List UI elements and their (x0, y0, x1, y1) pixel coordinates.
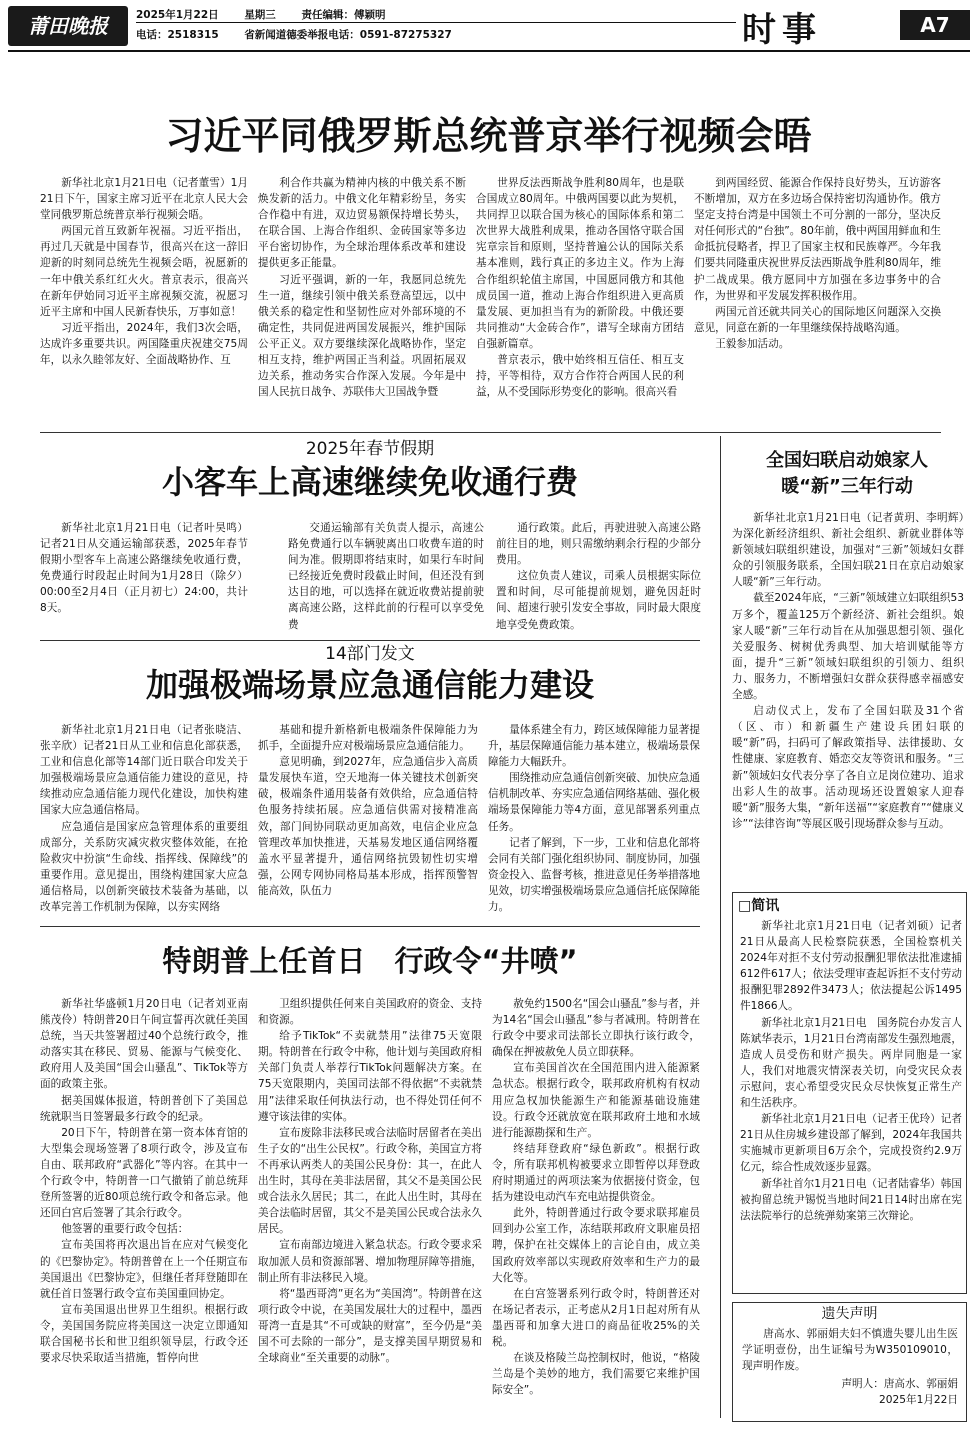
divider (40, 640, 700, 641)
paragraph: 启动仪式上，发布了全国妇联及31个省（区、市）和新疆生产建设兵团妇联的暖“新”码，扫码可了解政策指导、法律援助、女性健康、家庭教育、婚恋交友等资讯和服务。“三新”领域妇女代表分享了各自立足岗位建功、追求出彩人生的故事。活动现场还设置娘家人迎春暖“新”服务大集，“新年送福”“家庭教育”“健康义诊”“法律咨询”等展区吸引现场群众参与互动。 (732, 705, 964, 830)
article1-col2 (258, 175, 466, 427)
page-number: A7 (900, 10, 970, 40)
masthead-weekday: 星期三 (244, 9, 276, 21)
paragraph: 赦免约1500名“国会山骚乱”参与者，并为14名“国会山骚乱”参与者减刑。特朗普在行政令中要求司法部长立即执行该行政令，确保在押被赦免人员立即获释。 (492, 998, 700, 1059)
paragraph: 20日下午，特朗普在第一资本体育馆的大型集会现场签署了8项行政令，涉及宣布自由、联邦政府“武器化”等内容。在其中一个行政令中，特朗普一口气撤销了前总统拜登所签署的近80项总统行政令和备忘录。他还回白宫后签署了其余行政令。 (40, 1126, 248, 1220)
notice-title: 遗失声明 (821, 1306, 878, 1322)
paragraph: 普京表示，俄中始终相互信任、相互支持，平等相待，双方合作符合两国人民的利益，从不受国际形势变化的影响。很高兴看 (476, 354, 684, 399)
paragraph: 习近平强调，新的一年，我愿同总统先生一道，继续引领中俄关系登高望远，以中俄关系的稳定性和坚韧性应对外部环境的不确定性，共同促进两国发展振兴，维护国际公平正义。双方要继续深化战略协作，坚定相互支持，维护两国正当利益。巩固拓展双边关系，推动务实合作深入发展。今年是中国人民抗日战争、苏联伟大卫国战争暨 (258, 273, 466, 399)
article4-col1 (40, 996, 259, 1416)
notice-body (742, 1326, 958, 1374)
paragraph: 宣布废除非法移民或合法临时居留者在美出生子女的“出生公民权”。行政令称，美国宣方将不再承认两类人的美国公民身份：其一，在此人出生时，其母在美非法居留，其父不是美国公民或合法永久居民；其二，在此人出生时，其母在美合法临时居留，其父不是美国公民或合法永久居民。 (258, 1126, 482, 1236)
article2-headline: 小客车上高速继续免收通行费 (161, 463, 578, 501)
article2-col2 (288, 520, 484, 635)
paragraph: 围绕推动应急通信创新突破、加快应急通信机制改革、夯实应急通信网络基础、强化极端场景保障能力等4方面，意见部署系列重点任务。 (488, 772, 700, 833)
paragraph: 新华社北京1月21日电（记者刘硕）记者21日从最高人民检察院获悉，全国检察机关2024年对拒不支付劳动报酬犯罪依法批准逮捕612件617人；依法受理审查起诉拒不支付劳动报酬犯罪2892件3473人；依法提起公诉1495件1866人。 (740, 920, 962, 1013)
newspaper-logo: 莆田晚报 (8, 6, 128, 46)
paragraph: 通行政策。此后，再驶进驶入高速公路前往目的地，则只需缴纳剩余行程的少部分费用。 (496, 522, 701, 567)
paragraph: 王毅参加活动。 (715, 337, 790, 350)
paragraph: 到两国经贸、能源合作保持良好势头，互访游客不断增加，双方在多边场合保持密切沟通协作。俄方坚定支持台湾是中国领土不可分割的一部分，坚决反对任何形式的“台独”。80年前，俄中两国用鲜血和生命抵抗侵略者，捍卫了国家主权和民族尊严。今年我们要共同隆重庆祝世界反法西斯战争胜利80周年，维护二战成果。俄方愿同中方加强在多边事务中的合作，为世界和平发展发挥积极作用。 (694, 177, 941, 302)
paragraph: 给予TikTok“不卖就禁用”法律75天宽限期。特朗普在行政令中称，他计划与美国政府相关部门负责人举荐行TikTok问题解决方案。在75天宽限期内，美国司法部不得依据“不卖就禁用”法律采取任何执法行动，也不得处罚任何不遵守该法律的实体。 (258, 1030, 482, 1123)
article1-col1 (40, 175, 248, 427)
paragraph: 截至2024年底，“三新”领域建立妇联组织53万多个，覆盖125万个新经济、新社会组织。娘家人暖“新”三年行动旨在从加强思想引领、强化关爱服务、树树优秀典型、加大培训赋能等方面，提升“三新”领域妇联组织的引领力、组织力、服务力，不断增强妇女群众获得感幸福感安全感。 (732, 592, 964, 702)
paragraph: 此外，特朗普通过行政令要求联邦雇员回到办公室工作，冻结联邦政府文职雇员招聘，保护在社交媒体上的言论自由，成立美国政府效率部以实现政府效率和生产力的最大化等。 (492, 1207, 700, 1284)
notice-signer: 声明人：唐高水、郭丽娟 (841, 1378, 958, 1390)
paragraph: 新华社北京1月21日电（记者叶昊鸣）记者21日从交通运输部获悉，2025年春节假期小型客车上高速公路继续免收通行费，免费通行时段起止时间为1月28日（除夕）00:00至2月4日（正月初七）24:00，共计8天。 (40, 522, 248, 615)
paragraph: 新华社北京1月21日电（记者黄玥、李明辉）为深化新经济组织、新社会组织、新就业群体等新领域妇联组织建设，加强对“三新”领域妇女群众的引领服务联系，全国妇联21日在京启动娘家人暖“新”三年行动。 (732, 512, 964, 589)
paragraph: 量体系建全有力，跨区域保障能力显著提升，基层保障通信能力基本建立，极端场景保障能力大幅跃升。 (488, 724, 700, 769)
paragraph: 两国元首互致新年祝福。习近平指出，再过几天就是中国春节，很高兴在这一辞旧迎新的时刻同总统先生视频会晤，祝愿新的一年中俄关系红红火火。普京表示，很高兴在新年伊始同习近平主席视频交流，祝愿习近平主席和中国人民新春快乐，万事如意！ (40, 225, 248, 318)
sidebar-body (732, 510, 964, 890)
masthead-date: 2025年1月22日 (136, 9, 219, 21)
article3-headline: 加强极端场景应急通信能力建设 (145, 666, 594, 704)
paragraph: 新华社北京1月21日电 国务院台办发言人陈斌华表示，1月21日台湾南部发生强烈地震，造成人员受伤和财产损失。两岸同胞是一家人，我们对地震灾情深表关切，向受灾民众表示慰问，衷心希望受灾民众尽快恢复正常生产和生活秩序。 (740, 1016, 962, 1110)
article4-col2 (258, 996, 482, 1416)
article1-col4 (694, 175, 941, 427)
article2-col3 (496, 520, 701, 635)
paragraph: 将“墨西哥湾”更名为“美国湾”。特朗普在这项行政令中说，在美国发展壮大的过程中，墨西哥湾一直是其“不可或缺的财富”，至今仍是“美国不可去除的一部分”，是支撑美国早期贸易和全球商业“至关重要的动脉”。 (258, 1287, 482, 1365)
article3-col2 (258, 722, 478, 922)
article1-col3 (476, 175, 684, 427)
paragraph: 在谈及格陵兰岛控制权时，他说，“格陵兰岛是个美妙的地方，我们需要它来维护国际安全”。 (492, 1352, 700, 1397)
article3-kicker: 14部门发文 (325, 644, 415, 664)
article3-col3 (488, 722, 700, 922)
sidebar-headline (724, 448, 970, 500)
masthead-inner-rule (136, 22, 736, 23)
paragraph: 宣布美国退出世界卫生组织。根据行政令，美国国务院应将美国这一决定立即通知联合国秘书长和世卫组织领导层，行政令还要求尽快采取适当措施，暂停向世 (40, 1303, 248, 1365)
masthead-phone: 电话：2518315 (136, 29, 219, 41)
sidebar-divider (720, 436, 721, 1418)
briefs-body (740, 918, 962, 1290)
paragraph: 基础和提升新格新电极端条件保障能力为抓手，全面提升应对极端场景应急通信能力。 (258, 724, 478, 753)
masthead-info-line2 (136, 27, 474, 42)
article4-headline: 特朗普上任首日 行政令“井喷” (162, 944, 578, 978)
divider (40, 432, 941, 433)
article2-col1 (40, 520, 248, 635)
paragraph: 习近平指出，2024年，我们3次会晤，达成许多重要共识。两国隆重庆祝建交75周年，以永久睦邻友好、全面战略协作、互 (40, 321, 248, 367)
paragraph: 记者了解到，下一步，工业和信息化部将会同有关部门强化组织协同、制度协同，加强资金投入、监督考核，推进意见任务举措落地见效，切实增强极端场景应急通信托底保障能力。 (488, 836, 700, 914)
paragraph: 在白宫签署系列行政令时，特朗普还对在场记者表示，正考虑从2月1日起对所有从墨西哥和加拿大进口的商品征收25%的关税。 (492, 1287, 700, 1348)
paragraph: 新华社北京1月21日电（记者张晓洁、张辛欣）记者21日从工业和信息化部获悉，工业和信息化部等14部门近日联合印发关于加强极端场景应急通信能力建设的意见，持续推动应急通信能力现代化建设，加快构建国家大应急通信格局。 (40, 724, 248, 817)
briefs-title: □简讯 (738, 898, 780, 914)
sidebar-headline-line2: 暖“新”三年行动 (781, 476, 913, 497)
paragraph: 据美国媒体报道，特朗普创下了美国总统就职当日签署最多行政令的纪录。 (40, 1094, 248, 1123)
paragraph: 意见明确，到2027年，应急通信步入高质量发展快车道，空天地海一体关键技术创新突破，极端条件通用装备有效供给，应急通信特色服务持续拓展。应急通信供需对接精准高效，部门间协同联动更加高效，电信企业应急管理改革加快推进，天基易发地区通信网络覆盖水平显著提升，通信网络抗毁韧性切实增强，公网专网协同格局基本形成，指挥预警智能高效，队伍力 (258, 756, 478, 897)
article4-col3 (492, 996, 700, 1416)
paragraph: 宣布美国首次在全国范围内进入能源紧急状态。根据行政令，联邦政府机构有权动用应急权加快能源生产和能源基础设施建设。行政令还就放宽在联邦政府土地和水域进行能源勘探和生产。 (492, 1062, 700, 1139)
sidebar-headline-line1: 全国妇联启动娘家人 (766, 450, 928, 471)
masthead-hotline: 省新闻道德委举报电话：0591-87275327 (244, 29, 452, 41)
paragraph: 宣布美国将再次退出旨在应对气候变化的《巴黎协定》。特朗普曾在上一个任期宣布美国退出《巴黎协定》，但继任者拜登随即在就任首日签署行政令宣布美国重回协定。 (40, 1239, 248, 1300)
paragraph: 卫组织提供任何来自美国政府的资金、支持和资源。 (258, 998, 482, 1027)
paragraph: 唐高水、郭丽娟夫妇不慎遗失婴儿出生医学证明壹份，出生证编号为W350109010，现声明作废。 (742, 1328, 958, 1373)
paragraph: 宣布南部边境进入紧急状态。行政令要求采取加派人员和资源部署、增加物理屏障等措施，制止所有非法移民入境。 (258, 1239, 482, 1284)
paragraph: 新华社北京1月21日电（记者董雪）1月21日下午，国家主席习近平在北京人民大会堂同俄罗斯总统普京举行视频会晤。 (40, 177, 248, 222)
paragraph: 这位负责人建议，司乘人员根据实际位置和时间，尽可能提前规划，避免因赶时间、超速行驶引发安全事故，同时最大限度地享受免费政策。 (496, 570, 701, 631)
masthead-info-line1 (136, 7, 407, 22)
section-title: 时事 (742, 10, 822, 50)
paragraph: 新华社北京1月21日电（记者王优玲）记者21日从住房城乡建设部了解到，2024年我国共实施城市更新项目6万余个，完成投资约2.9万亿元，综合性成效逐步显露。 (740, 1113, 962, 1174)
article2-kicker: 2025年春节假期 (305, 439, 435, 459)
article3-col1 (40, 722, 248, 922)
paragraph: 他签署的重要行政令包括： (61, 1223, 189, 1236)
divider (40, 926, 700, 927)
masthead-rule (8, 50, 970, 52)
masthead-editor: 责任编辑：傅颖明 (301, 9, 386, 21)
paragraph: 两国元首还就共同关心的国际地区问题深入交换意见，同意在新的一年里继续保持战略沟通。 (694, 305, 941, 334)
article1-headline: 习近平同俄罗斯总统普京举行视频会晤 (165, 114, 812, 158)
notice-date: 2025年1月22日 (879, 1394, 958, 1406)
paragraph: 世界反法西斯战争胜利80周年，也是联合国成立80周年。中俄两国要以此为契机，共同捍卫以联合国为核心的国际体系和第二次世界大战胜利成果，推动各国恪守联合国宪章宗旨和原则，坚持普遍公认的国际关系基本准则，践行真正的多边主义。作为上海合作组织轮值主席国，中国愿同俄方和其他成员国一道，推动上海合作组织进入更高质量发展、更加担当有为的新阶段。中俄还要共同推动“大金砖合作”，谱写全球南方团结自强新篇章。 (476, 177, 684, 350)
paragraph: 终结拜登政府“绿色新政”。根据行政令，所有联邦机构被要求立即暂停以拜登政府时期通过的两项法案为依据接付资金，包括为建设电动汽车充电站提供资金。 (492, 1142, 700, 1204)
paragraph: 新华社华盛顿1月20日电（记者刘亚南 熊茂伶）特朗普20日午间宣誓再次就任美国总统，当天共签署超过40个总统行政令，推动落实其在移民、贸易、能源与气候变化、政府用人及美国“国会山骚乱”、TikTok等方面的政策主张。 (40, 998, 259, 1091)
paragraph: 应急通信是国家应急管理体系的重要组成部分，关系防灾减灾救灾整体效能，在抢险救灾中扮演“生命线、指挥线、保障线”的重要作用。意见提出，围绕构建国家大应急通信格局，以创新突破技术装备为基础，以改革完善工作机制为保障，以夯实网络 (40, 820, 248, 914)
paragraph: 交通运输部有关负责人提示，高速公路免费通行以车辆驶离出口收费车道的时间为准。假期即将结束时，如果行车时间已经接近免费时段截止时间，但还没有到达目的地，可以选择在就近收费站提前驶离高速公路，这样此前的行程可以享受免费 (288, 522, 484, 631)
paragraph: 新华社首尔1月21日电（记者陆睿华）韩国被拘留总统尹锡悦当地时间21日14时出席在宪法法院举行的总统弹劾案第三次辩论。 (740, 1177, 962, 1222)
paragraph: 利合作共赢为精神内核的中俄关系不断焕发新的活力。中俄文化年精彩纷呈，务实合作稳中有进，双边贸易额保持增长势头，在联合国、上海合作组织、金砖国家等多边平台密切协作，为全球治理体系改革和建设提供更多正能量。 (258, 177, 466, 270)
